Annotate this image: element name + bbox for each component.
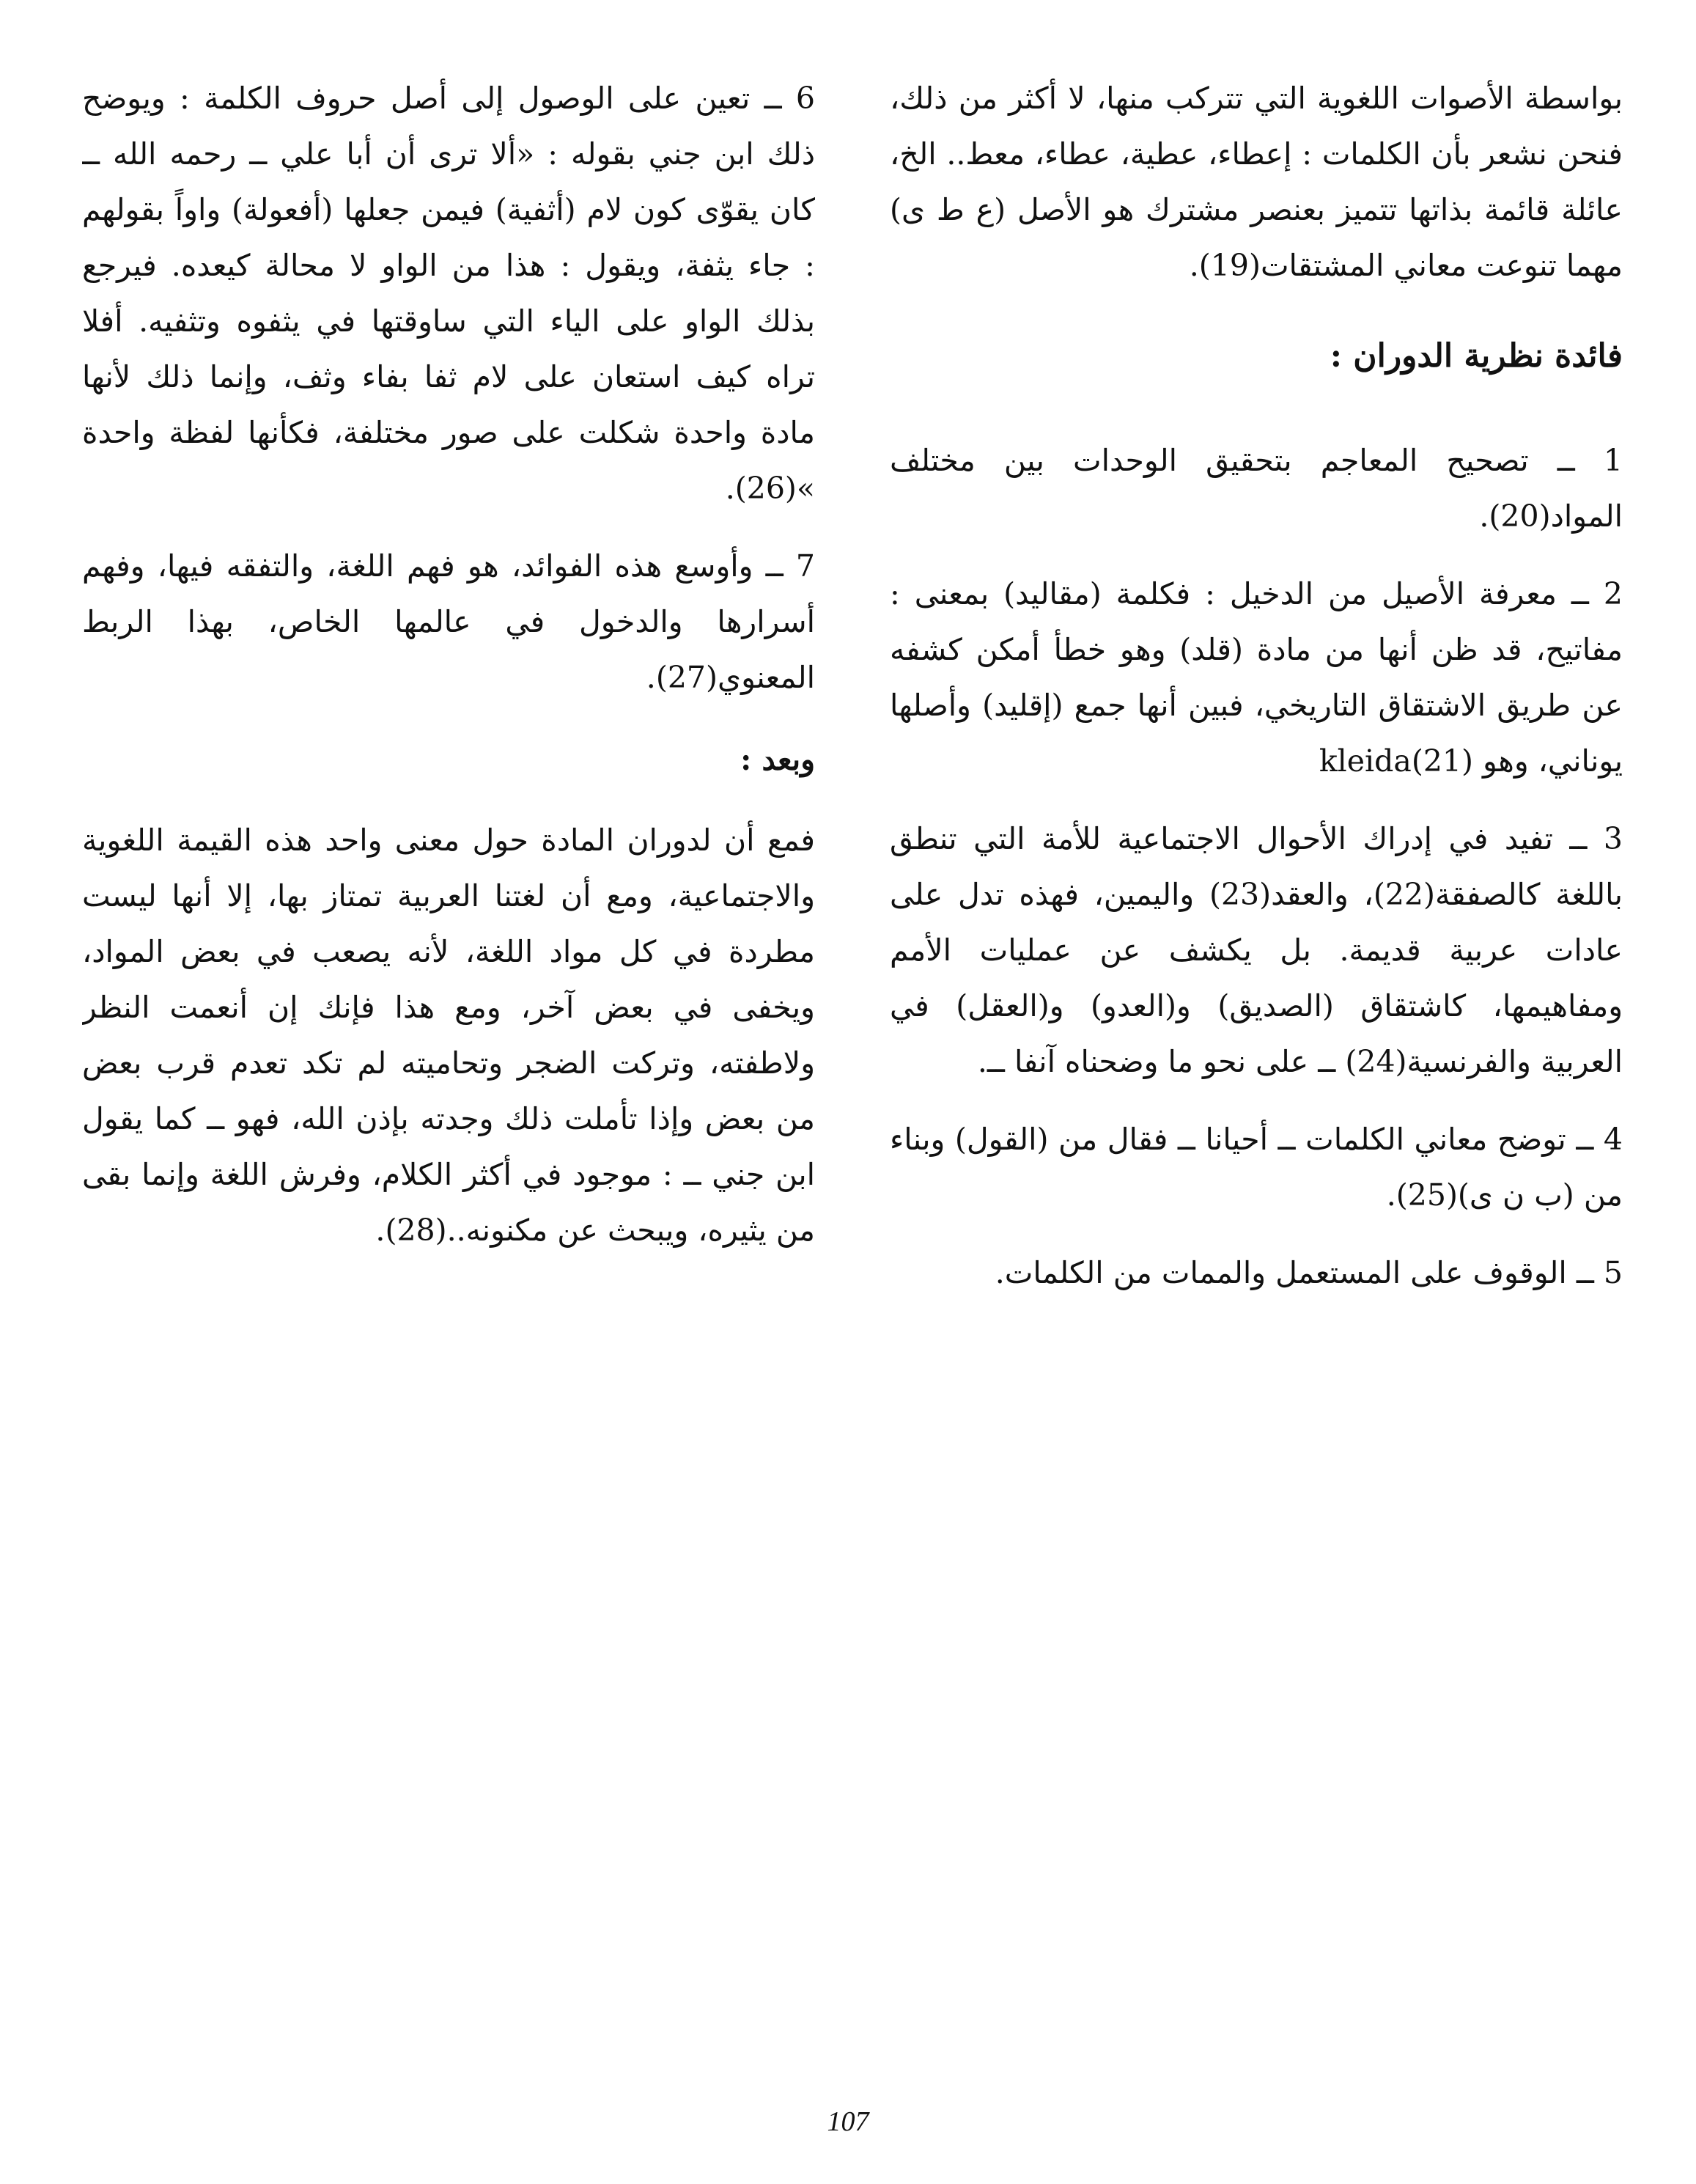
benefit-item-6: 6 ــ تعين على الوصول إلى أصل حروف الكلمة : ويوضح ذلك ابن جني بقوله : «ألا ترى أن أبا علي ــ رحمه الله ــ كان يقوّى كون لام (أثفية) فيمن جعلها (أفعولة) واواً بقولهم : جاء يثفة، ويقول : هذا من الواو لا محالة كيعده. فيرجع بذلك الواو على الياء التي ساوقتها في يثفوه وتثفيه. أفلا تراه كيف استعان على لام ثفا بفاء وثف، وإنما ذلك لأنها مادة واحدة شكلت على صور مختلفة، فكأنها لفظة واحدة »(26). [82,81,815,506]
benefit-item-5: 5 ــ الوقوف على المستعمل والممات من الكلمات. [995,1255,1623,1290]
page-number: 107 [827,2106,869,2137]
conclusion-heading: وبعد : [740,742,815,777]
benefit-item-1: 1 ــ تصحيح المعاجم بتحقيق الوحدات بين مختلف المواد(20). [890,443,1623,534]
benefit-item-3: 3 ــ تفيد في إدراك الأحوال الاجتماعية للأمة التي تنطق باللغة كالصفقة(22)، والعقد(23) واليمين، فهذه تدل على عادات عربية قديمة. بل يكشف عن عمليات الأمم ومفاهيمها، كاشتقاق (الصديق) و(العدو) و(العقل) في العربية والفرنسية(24) ــ على نحو ما وضحناه آنفا ــ. [890,821,1623,1079]
benefit-item-4: 4 ــ توضح معاني الكلمات ــ أحيانا ــ فقال من (القول) وبناء من (ب ن ى)(25). [890,1122,1623,1213]
section-heading: فائدة نظرية الدوران : [1330,337,1623,375]
intro-paragraph: بواسطة الأصوات اللغوية التي تتركب منها، لا أكثر من ذلك، فنحن نشعر بأن الكلمات : إعطاء، عطية، عطاء، معط.. الخ، عائلة قائمة بذاتها تتميز بعنصر مشترك هو الأصل (ع ط ى) مهما تنوعت معاني المشتقات(19). [890,81,1623,283]
right-column [890,70,1623,1323]
conclusion-paragraph: فمع أن لدوران المادة حول معنى واحد هذه القيمة اللغوية والاجتماعية، ومع أن لغتنا العربية تمتاز بها، إلا أنها ليست مطردة في كل مواد اللغة، لأنه يصعب في بعض المواد، ويخفى في بعض آخر، ومع هذا فإنك إن أنعمت النظر ولاطفته، وتركت الضجر وتحاميته لم تكد تعدم قرب بعض من بعض وإذا تأملت ذلك وجدته بإذن الله، فهو ــ كما يقول ابن جني ــ : موجود في أكثر الكلام، وفرش اللغة وإنما بقى من يثيره، ويبحث عن مكنونه..(28). [82,823,815,1248]
benefit-item-7: 7 ــ وأوسع هذه الفوائد، هو فهم اللغة، والتفقه فيها، وفهم أسرارها والدخول في عالمها الخاص، بهذا الربط المعنوي(27). [82,548,815,695]
left-column [82,70,815,1280]
benefit-item-2: 2 ــ معرفة الأصيل من الدخيل : فكلمة (مقاليد) بمعنى : مفاتيح، قد ظن أنها من مادة (قلد) وهو خطأ أمكن كشفه عن طريق الاشتقاق التاريخي، فبين أنها جمع (إقليد) وأصلها يوناني، وهو kleida(21) [890,576,1623,779]
